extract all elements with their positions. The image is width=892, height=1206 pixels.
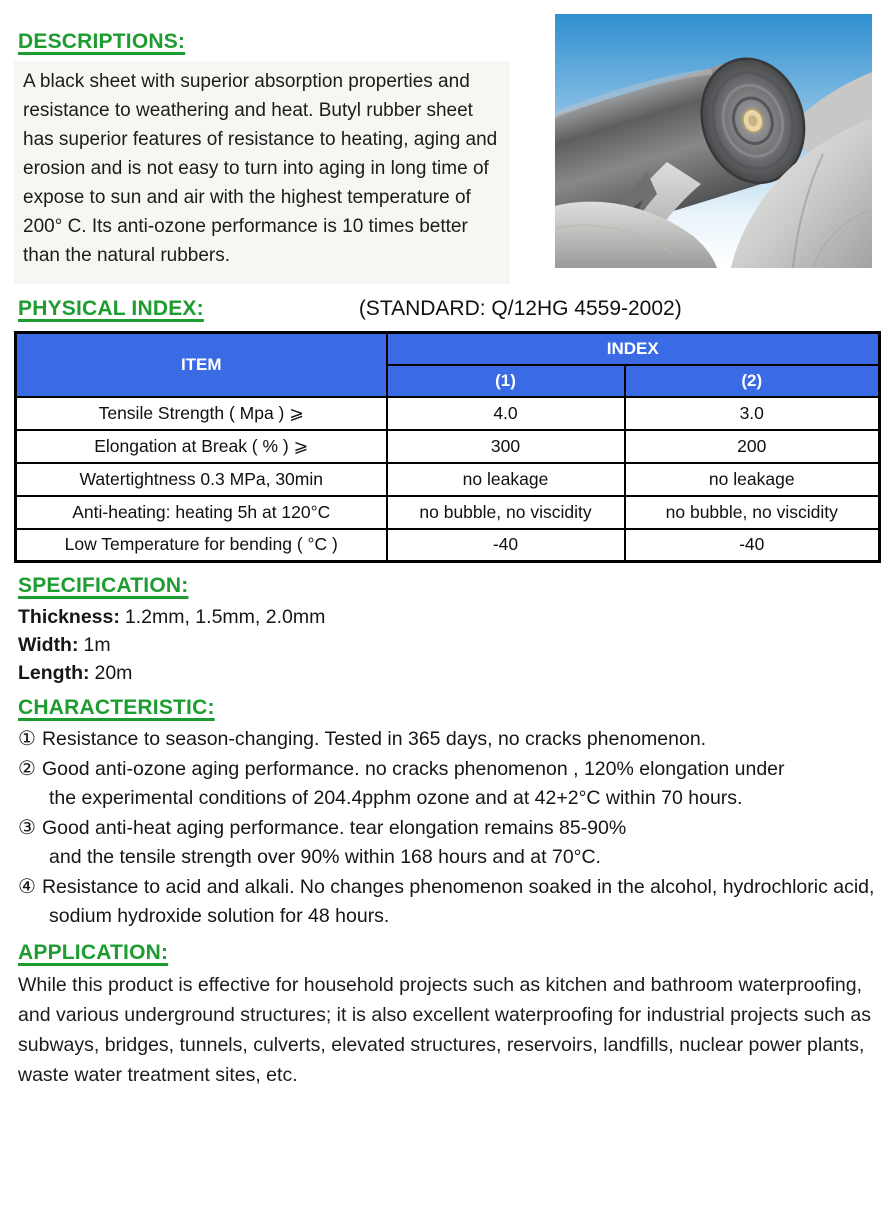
characteristic-text: Good anti-ozone aging performance. no cracks phenomenon , 120% elongation under (41, 757, 785, 780)
spec-label: Width: (18, 634, 79, 656)
application-heading: APPLICATION: (18, 941, 169, 964)
spec-label: Length: (18, 662, 90, 684)
characteristic-item (18, 755, 880, 814)
circled-number-icon: ④ (18, 875, 36, 898)
spec-thickness (18, 603, 325, 631)
table-row (16, 430, 880, 463)
item-cell: Elongation at Break ( % ) ⩾ (16, 430, 387, 463)
physical-index-heading: PHYSICAL INDEX: (18, 297, 204, 320)
characteristic-text: sodium hydroxide solution for 48 hours. (49, 905, 390, 927)
spec-value: 20m (94, 662, 133, 684)
item-cell: Watertightness 0.3 MPa, 30min (16, 463, 387, 496)
application-body: While this product is effective for household projects such as kitchen and bathroom waterproofing, and various underground structures; it is also excellent waterproofing for industrial projects such as subways, bridges, tunnels, culverts, elevated structures, reservoirs, landfills, nuclear power plants, waste water treatment sites, etc. (18, 974, 872, 1086)
circled-number-icon: ② (18, 757, 36, 780)
spec-length (18, 659, 325, 687)
specification-section (18, 574, 325, 687)
value-cell: -40 (625, 529, 880, 562)
value-cell: 4.0 (387, 397, 625, 430)
spec-label: Thickness: (18, 606, 120, 628)
physical-index-section (18, 297, 682, 321)
value-cell: 3.0 (625, 397, 880, 430)
value-cell: -40 (387, 529, 625, 562)
circled-number-icon: ① (18, 728, 36, 750)
table-row (16, 397, 880, 430)
value-cell: 300 (387, 430, 625, 463)
descriptions-heading: DESCRIPTIONS: (18, 30, 186, 53)
characteristic-text: Resistance to season-changing. Tested in 365 days, no cracks phenomenon. (41, 728, 707, 750)
table-header-col1: (1) (387, 365, 625, 397)
physical-index-table (14, 331, 881, 563)
value-cell: no bubble, no viscidity (387, 496, 625, 529)
value-cell: no leakage (387, 463, 625, 496)
characteristic-text: Resistance to acid and alkali. No changes phenomenon soaked in the alcohol, hydrochloric acid, (41, 875, 875, 898)
standard-label: (STANDARD: Q/12HG 4559-2002) (358, 297, 682, 320)
characteristic-text: Good anti-heat aging performance. tear elongation remains 85-90% (41, 816, 627, 839)
item-cell: Anti-heating: heating 5h at 120°C (16, 496, 387, 529)
table-row (16, 463, 880, 496)
descriptions-section (18, 30, 542, 284)
rubber-roll-photo-image (555, 14, 872, 268)
specification-heading: SPECIFICATION: (18, 574, 189, 597)
characteristic-item (18, 814, 880, 873)
characteristic-section (18, 696, 880, 932)
characteristic-heading: CHARACTERISTIC: (18, 696, 215, 719)
spec-value: 1.2mm, 1.5mm, 2.0mm (124, 606, 326, 628)
value-cell: no leakage (625, 463, 880, 496)
spec-width (18, 631, 325, 659)
table-row (16, 496, 880, 529)
spec-value: 1m (83, 634, 111, 656)
characteristic-text: the experimental conditions of 204.4pphm ozone and at 42+2°C within 70 hours. (49, 787, 743, 809)
item-cell: Low Temperature for bending ( °C ) (16, 529, 387, 562)
table-header-col2: (2) (625, 365, 880, 397)
table-header-row (16, 333, 880, 365)
product-photo (555, 14, 872, 268)
item-cell: Tensile Strength ( Mpa ) ⩾ (16, 397, 387, 430)
table-header-item: ITEM (16, 333, 387, 397)
table-header-index: INDEX (387, 333, 880, 365)
characteristic-text: and the tensile strength over 90% within 168 hours and at 70°C. (49, 846, 601, 868)
value-cell: 200 (625, 430, 880, 463)
descriptions-body: A black sheet with superior absorption properties and resistance to weathering and heat. Butyl rubber sheet has superior features of resistance to heating, aging and erosion and is not easy to turn into aging in long time of expose to sun and air with the highest temperature of 200° C. Its anti-ozone performance is 10 times better than the natural rubbers. (14, 61, 510, 284)
characteristic-item (18, 873, 880, 932)
circled-number-icon: ③ (18, 816, 36, 839)
value-cell: no bubble, no viscidity (625, 496, 880, 529)
application-section (18, 941, 876, 1090)
characteristic-item (18, 725, 880, 755)
table-row (16, 529, 880, 562)
